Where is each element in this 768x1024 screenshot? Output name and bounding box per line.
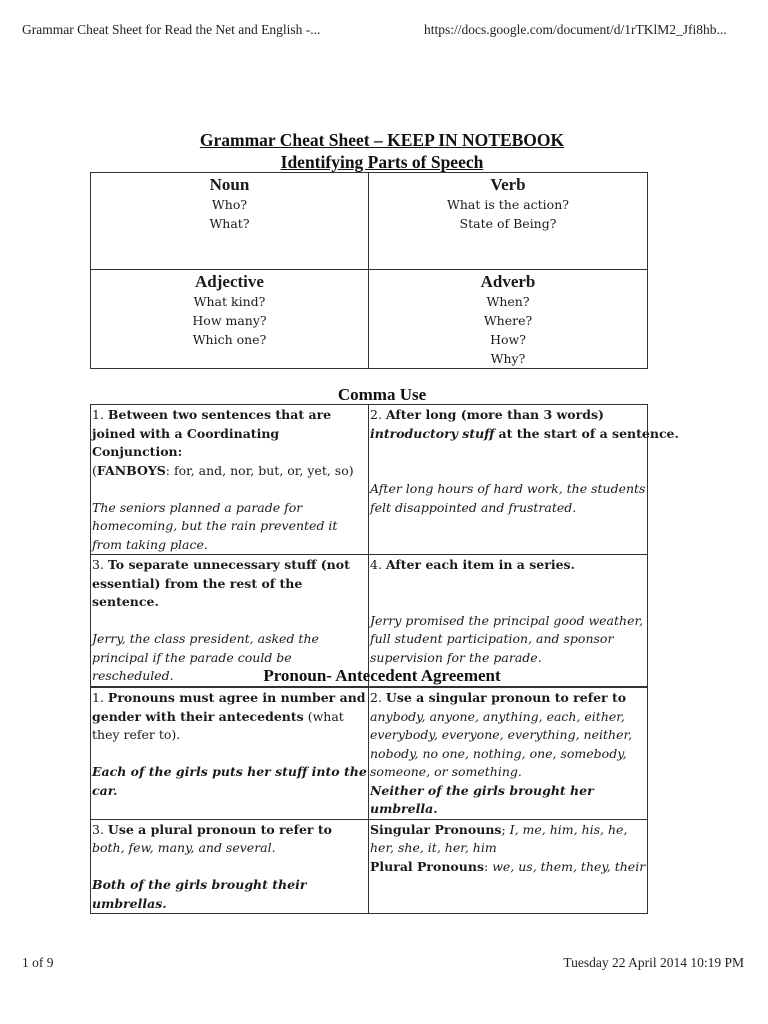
sheet-title: Grammar Cheat Sheet – KEEP IN NOTEBOOK bbox=[199, 130, 565, 150]
rule-text: After each item in a series. bbox=[385, 557, 575, 572]
pronoun-rule-2 bbox=[369, 688, 648, 820]
rule-example: Each of the girls puts her stuff into the car. bbox=[92, 764, 367, 798]
rule-number: 4. bbox=[370, 557, 382, 572]
fanboys-label: FANBOYS bbox=[96, 462, 166, 478]
pronoun-lists bbox=[369, 819, 648, 914]
rule-example: Neither of the girls brought her umbrella. bbox=[370, 782, 594, 816]
noun-cell bbox=[91, 173, 369, 270]
separator: ; bbox=[501, 821, 506, 837]
rule-text: Use a singular pronoun to refer to bbox=[385, 690, 627, 705]
adjective-heading: Adjective bbox=[195, 272, 264, 291]
print-timestamp: Tuesday 22 April 2014 10:19 PM bbox=[563, 955, 744, 970]
comma-use-heading: Comma Use bbox=[337, 385, 427, 404]
rule-example: Jerry promised the principal good weather, full student participation, and sponsor supervision for the parade. bbox=[370, 612, 644, 665]
comma-use-table bbox=[90, 404, 679, 687]
verb-cell bbox=[369, 173, 648, 270]
verb-question: What is the action? bbox=[447, 197, 569, 212]
plural-pronouns-label: Plural Pronouns bbox=[370, 858, 484, 874]
pronoun-heading: Pronoun- Antecedent Agreement bbox=[263, 666, 501, 685]
fanboys-list: : for, and, nor, but, or, yet, so) bbox=[165, 462, 354, 478]
verb-heading: Verb bbox=[490, 175, 526, 194]
rule-example: After long hours of hard work, the students felt disappointed and frustrated. bbox=[370, 481, 646, 515]
rule-text-italic: introductory stuff bbox=[370, 425, 495, 441]
adverb-question: How? bbox=[490, 332, 526, 347]
rule-example: Both of the girls brought their umbrellas. bbox=[92, 877, 307, 911]
separator: : bbox=[483, 858, 489, 874]
rule-example: Jerry, the class president, asked the principal if the parade could be rescheduled. bbox=[92, 631, 319, 683]
rule-number: 2. bbox=[370, 690, 382, 705]
rule-text: To separate unnecessary stuff (not essential) from the rest of the sentence. bbox=[92, 557, 350, 609]
document-title: Grammar Cheat Sheet for Read the Net and English -... bbox=[22, 22, 321, 37]
noun-heading: Noun bbox=[209, 175, 250, 194]
pronoun-rule-1 bbox=[91, 688, 369, 820]
rule-text: Use a plural pronoun to refer to bbox=[107, 821, 332, 837]
adverb-cell bbox=[369, 270, 648, 369]
adverb-question: When? bbox=[486, 294, 530, 309]
plural-pronouns-list: we, us, them, they, their bbox=[492, 858, 646, 874]
adjective-question: What kind? bbox=[193, 294, 266, 309]
rule-text: Pronouns must agree in number and gender with their antecedents bbox=[92, 690, 366, 724]
paren: ( bbox=[92, 462, 97, 478]
adverb-question: Why? bbox=[490, 351, 526, 366]
rule-number: 1. bbox=[92, 407, 104, 422]
parts-heading: Identifying Parts of Speech bbox=[280, 152, 484, 172]
rule-number: 3. bbox=[92, 821, 104, 837]
comma-rule-2 bbox=[369, 405, 679, 555]
parts-of-speech-table bbox=[90, 172, 648, 369]
adjective-cell bbox=[91, 270, 369, 369]
singular-pronouns-label: Singular Pronouns bbox=[370, 821, 502, 837]
adjective-question: How many? bbox=[192, 313, 267, 328]
adverb-heading: Adverb bbox=[480, 272, 536, 291]
noun-question: What? bbox=[209, 216, 250, 231]
verb-question: State of Being? bbox=[459, 216, 557, 231]
rule-number: 3. bbox=[92, 557, 104, 572]
indefinite-pronoun-list: anybody, anyone, anything, each, either, everybody, everyone, everything, neither, nobody, no one, nothing, one, somebody, someone, or something. bbox=[370, 708, 633, 779]
rule-note: (what they refer to). bbox=[92, 708, 344, 742]
rule-example: The seniors planned a parade for homecoming, but the rain prevented it from taking place. bbox=[92, 499, 338, 552]
adjective-question: Which one? bbox=[192, 332, 267, 347]
document-url[interactable]: https://docs.google.com/document/d/1rTKlM2_Jfi8hb... bbox=[424, 22, 727, 37]
noun-question: Who? bbox=[211, 197, 248, 212]
pronoun-rule-3 bbox=[91, 819, 369, 914]
plural-indefinite-list: both, few, many, and several. bbox=[92, 840, 276, 855]
rule-text: After long (more than 3 words) bbox=[385, 407, 604, 422]
page-number: 1 of 9 bbox=[22, 955, 54, 970]
comma-rule-1 bbox=[91, 405, 369, 555]
adverb-question: Where? bbox=[483, 313, 533, 328]
singular-pronouns-list: I, me, him, his, he, her, she, it, her, him bbox=[370, 821, 628, 855]
rule-number: 1. bbox=[92, 690, 104, 705]
rule-text-end: at the start of a sentence. bbox=[498, 425, 679, 441]
pronoun-agreement-table bbox=[90, 687, 648, 914]
rule-text: Between two sentences that are joined with a Coordinating Conjunction: bbox=[92, 407, 332, 459]
rule-number: 2. bbox=[370, 407, 382, 422]
